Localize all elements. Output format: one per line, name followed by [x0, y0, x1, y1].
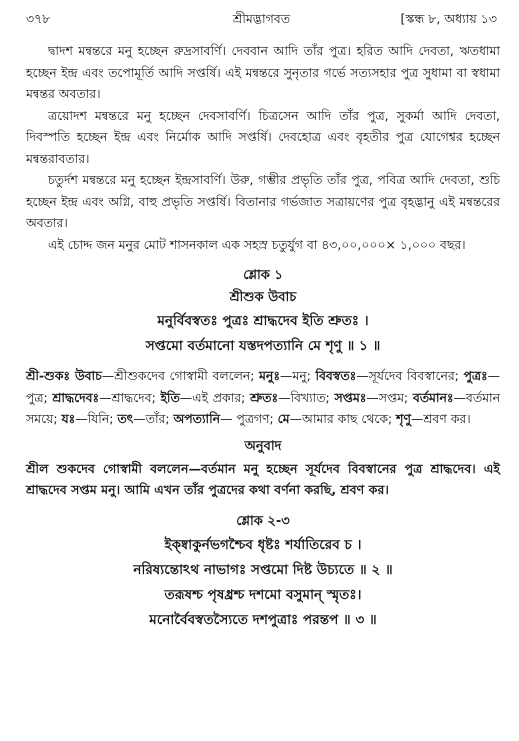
synonym-meaning: —শ্রবণ কর। — [411, 411, 471, 426]
synonym-meaning: —আমার কাছ থেকে; — [289, 411, 397, 426]
synonym-meaning: —মনু; — [279, 368, 316, 383]
synonym-word: বিবস্বতঃ — [315, 368, 357, 383]
synonym-word: পুত্রঃ — [463, 368, 488, 383]
synonym-word: যঃ — [61, 411, 76, 426]
verse-2-3-line: ইক্ষ্বাকুর্নভগশ্চৈব ধৃষ্টঃ শর্যাতিরেব চ । — [164, 536, 362, 553]
synonym-meaning: —বর্তমান সময়ে; — [26, 389, 500, 426]
synonym-meaning: — পুত্রগণ; — [220, 411, 278, 426]
synonym-word: বর্তমানঃ — [412, 389, 454, 405]
synonym-word: মনুঃ — [259, 368, 280, 383]
verse-2-3-line: মনোর্বৈবস্বতস্যৈতে দশপুত্রাঃ পরন্তপ ॥ ৩ ॥ — [149, 611, 377, 628]
translation-verse-1: শ্রীল শুকদেব গোস্বামী বললেন—বর্তমান মনু হচ্ছেন সূর্যদেব বিবস্বানের পুত্র শ্রাদ্ধদেব। এই শ্রাদ্ধদেব সপ্তম মনু। আমি এখন তাঁর পুত্রদের কথা বর্ণনা করছি, শ্রবণ কর। — [26, 460, 500, 497]
synonym-meaning: —যিনি; — [75, 411, 118, 426]
paragraph-manvantara-13: ত্রয়োদশ মন্বন্তরে মনু হচ্ছেন দেবসাবর্ণি। চিত্রসেন আদি তাঁর পুত্র, সুকর্মা আদি দেবতা, দিবস্পতি হচ্ছেন ইন্দ্র এবং নির্মোক আদি সপ্তর্ষি। দেবহোত্র এবং বৃহতীর পুত্র যোগেশ্বর হচ্ছেন মন্বন্তরাবতার। — [26, 107, 500, 166]
verse-2-3-line: নরিষ্যন্তোঽথ নাভাগঃ সপ্তমো দিষ্ট উচ্যতে ॥ ২ ॥ — [133, 561, 393, 578]
page-header — [26, 8, 497, 30]
verse-1-heading: শ্লোক ১ — [243, 268, 283, 283]
synonym-meaning: —শ্রীশুকদেব গোস্বামী বললেন; — [101, 368, 260, 383]
synonym-word: শৃণু — [396, 411, 411, 426]
verse-1-line: সপ্তমো বর্তমানো যস্তদপত্যানি মে শৃণু ॥ ১ ॥ — [145, 338, 381, 354]
synonym-word: মে — [277, 411, 290, 426]
synonym-word: শ্রী-শুকঃ উবাচ — [26, 368, 102, 383]
synonym-meaning: —সপ্তম; — [366, 389, 413, 405]
synonym-meaning: —বিখ্যাত; — [278, 389, 335, 405]
synonym-word: অপত্যানি — [173, 411, 221, 426]
paragraph-manvantara-12: দ্বাদশ মন্বন্তরে মনু হচ্ছেন রুদ্রসাবর্ণি। দেববান আদি তাঁর পুত্র। হরিত আদি দেবতা, ঋতধামা হচ্ছেন ইন্দ্র এবং তপোমূর্তি আদি সপ্তর্ষি। এই মন্বন্তরে সুনৃতার গর্ভে সত্যসহার পুত্র সুধামা বা স্বধামা মন্বন্তর অবতার। — [26, 43, 500, 101]
synonym-word: তৎ — [117, 411, 134, 426]
book-title: শ্রীমদ্ভাগবত — [232, 11, 291, 26]
synonym-meaning: —এই প্রকার; — [179, 389, 251, 405]
verse-2-3-line: তরূষশ্চ পৃষধ্রশ্চ দশমো বসুমান্‌ স্মৃতঃ। — [164, 586, 362, 603]
page-body — [26, 40, 500, 633]
verse-2-3-heading: শ্লোক ২-৩ — [236, 513, 290, 529]
page-number: ৩৭৮ — [26, 11, 51, 26]
synonyms-verse-1 — [26, 365, 500, 430]
chapter-reference: [স্কন্ধ ৮, অধ্যায় ১৩ — [400, 11, 497, 26]
synonym-meaning: —সূর্যদেব বিবস্বানের; — [356, 368, 464, 383]
synonym-meaning: —তাঁর; — [133, 411, 174, 426]
synonym-meaning: —পুত্র; — [26, 368, 501, 405]
verse-1-speaker: শ্রীশুক উবাচ — [229, 290, 297, 305]
synonym-word: শ্রুতঃ — [250, 389, 279, 405]
verse-1-line: মনুর্বিবস্বতঃ পুত্রঃ শ্রাদ্ধদেব ইতি শ্রুতঃ । — [157, 313, 369, 329]
synonym-meaning: —শ্রাদ্ধদেব; — [99, 389, 161, 405]
paragraph-manvantara-14: চতুর্দশ মন্বন্তরে মনু হচ্ছেন ইন্দ্রসাবর্ণি। উরু, গম্ভীর প্রভৃতি তাঁর পুত্র, পবিত্র আদি দেবতা, শুচি হচ্ছেন ইন্দ্র এবং অগ্নি, বাহু প্রভৃতি সপ্তর্ষি। বিতানার গর্ভজাত সত্রায়ণের পুত্র বৃহদ্ভানু এই মন্বন্তরের অবতার। — [26, 172, 500, 230]
translation-heading: অনুবাদ — [244, 438, 282, 454]
paragraph-total-duration: এই চোদ্দ জন মনুর মোট শাসনকাল এক সহস্র চতুর্যুগ বা ৪৩,০০,০০০× ১,০০০ বছর। — [48, 236, 466, 252]
synonym-word: শ্রাদ্ধদেবঃ — [52, 389, 100, 405]
synonym-word: ইতি — [160, 389, 180, 405]
synonym-word: সপ্তমঃ — [334, 389, 367, 405]
